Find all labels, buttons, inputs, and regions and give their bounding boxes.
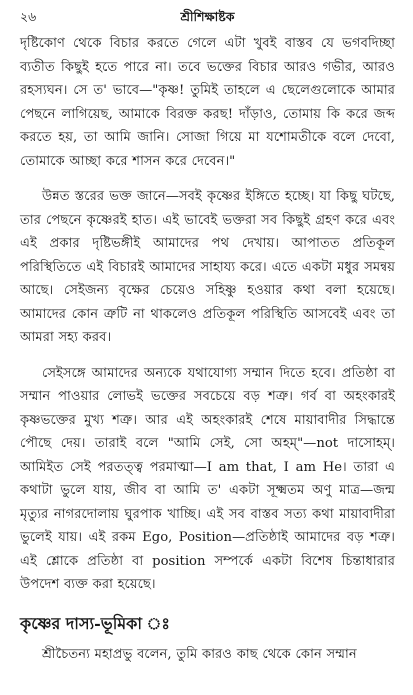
running-header bbox=[20, 6, 395, 28]
paragraph-advanced-devotee: উন্নত স্তরের ভক্ত জানে—সবই কৃষ্ণের ইঙ্গিতে হচ্ছে। যা কিছু ঘটছে, তার পেছনে কৃষ্ণেরই হাত। এই ভাবেই ভক্তরা সব কিছুই গ্রহণ করে এবং এই প্রকার দৃষ্টিভঙ্গীই আমাদের পথ দেখায়। আপাতত প্রতিকূল পরিস্থিতিতে এই বিচারই আমাদের সাহায্য করে। এতে একটা মধুর সমন্বয় আছে। সেইজন্য বৃক্ষের চেয়েও সহিষ্ণু হওয়ার কথা বলা হয়েছে। আমাদের কোন ত্রুটি না থাকলেও প্রতিকূল পরিস্থিতি আসবেই এবং তা আমরা সহ্য করব। bbox=[20, 189, 395, 345]
paragraph-respect-others: সেইসঙ্গে আমাদের অন্যকে যথাযোগ্য সম্মান দিতে হবে। প্রতিষ্ঠা বা সম্মান পাওয়ার লোভই ভক্তের সবচেয়ে বড় শত্রু। গর্ব বা অহংকারই কৃষ্ণভক্তের মুখ্য শত্রু। আর এই অহংকারই শেষে মায়াবাদীর সিদ্ধান্তে পৌছে দেয়। তারাই বলে "আমি সেই, সো অহম্"—not দাসোহম্। আমিইত সেই পরতত্ত্ব পরমাত্মা—I am that, I am He। তারা এ কথাটা ভুলে যায়, জীব বা আমি ত' একটা সূক্ষ্মতম অণু মাত্র—জন্ম মৃত্যুর নাগরদোলায় ঘুরপাক খাচ্ছি। এই সব বাস্তব সত্য কথা মায়াবাদীরা ভুলেই যায়। এই রকম Ego, Position—প্রতিষ্ঠাই আমাদের বড় শত্রু। এই শ্লোকে প্রতিষ্ঠা বা position সম্পর্কে একটা বিশেষ চিন্তাধারার উপদেশ ব্যক্ত করা হয়েছে। bbox=[20, 365, 395, 592]
paragraph-final: শ্রীচৈতন্য মহাপ্রভু বলেন, তুমি কারও কাছ থেকে কোন সম্মান bbox=[42, 646, 357, 662]
running-title: শ্রীশিক্ষাষ্টক bbox=[180, 9, 235, 24]
page-number: ২৬ bbox=[20, 9, 37, 24]
section-heading: কৃষ্ণের দাস্য-ভূমিকা ঃ bbox=[20, 613, 170, 633]
paragraph-continued: দৃষ্টিকোণ থেকে বিচার করতে গেলে এটা খুবই বাস্তব যে ভগবদিচ্ছা ব্যতীত কিছুই হতে পারে না। তবে ভক্তের বিচার আরও গভীর, আরও রহস্যঘন। সে ত' ভাবে—"কৃষ্ণ! তুমিই তাহলে এ ছেলেগুলোকে আমার পেছনে লাগিয়েছ, আমাকে বিরক্ত করছ! দাঁড়াও, তোমায় কি করে জব্দ করতে হয়, তা আমি জানি। সোজা গিয়ে মা যশোমতীকে বলে দেবো, তোমাকে আচ্ছা করে শাসন করে দেবেন।" bbox=[20, 36, 395, 169]
